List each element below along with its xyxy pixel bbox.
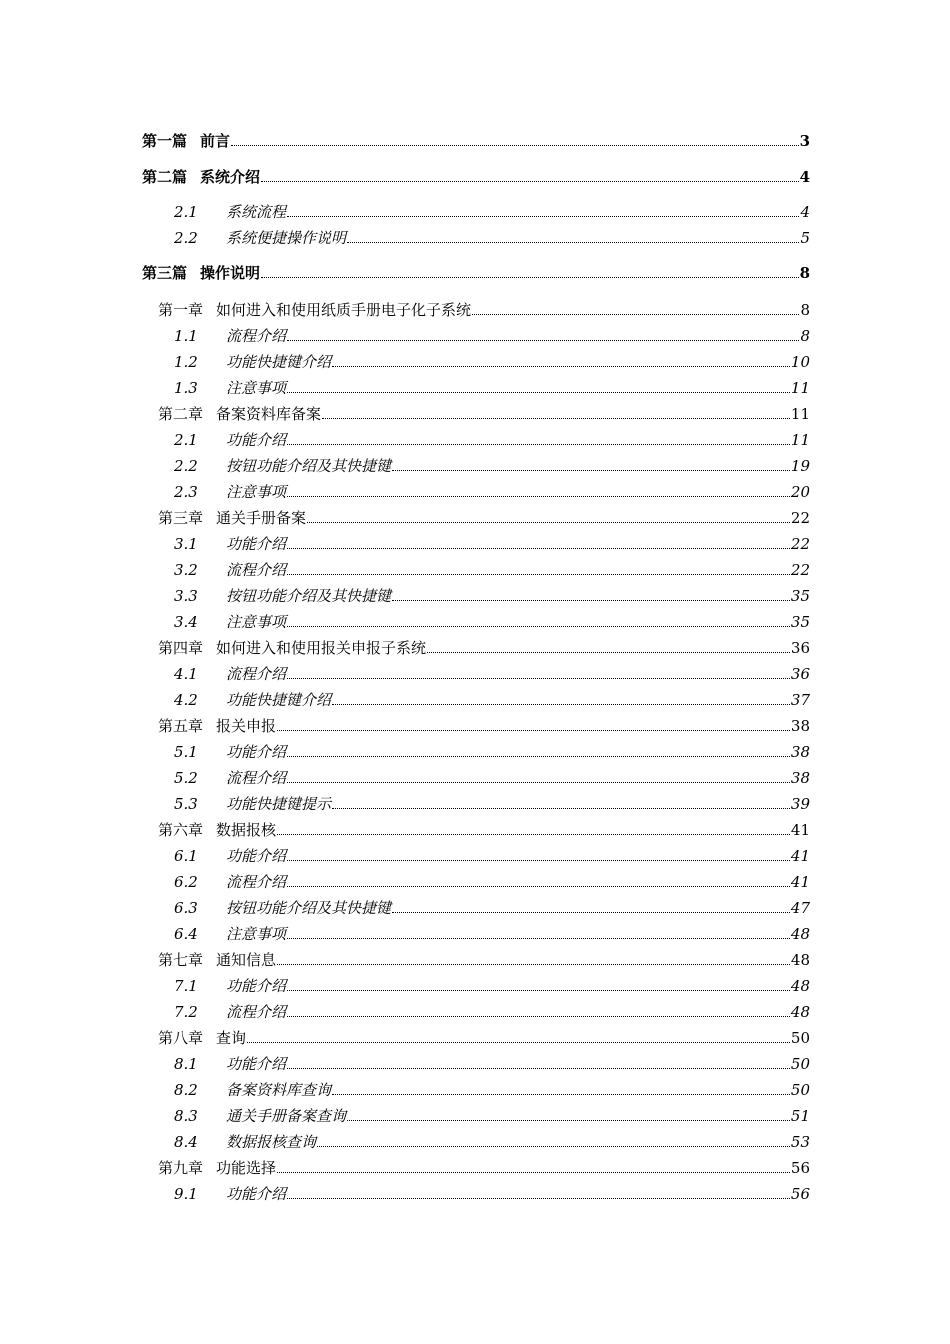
toc-entry-chapter[interactable] <box>158 297 810 319</box>
toc-entry-label <box>174 431 286 449</box>
toc-entry-section[interactable] <box>174 999 810 1021</box>
toc-entry-page-number: 4 <box>799 168 810 186</box>
toc-entry-number: 2.2 <box>174 457 198 475</box>
toc-entry-title: 备案资料库查询 <box>226 1081 332 1099</box>
toc-entry-page-number: 50 <box>790 1029 810 1047</box>
toc-dot-leader <box>287 547 790 549</box>
toc-dot-leader <box>392 469 790 471</box>
toc-entry-chapter[interactable] <box>158 1155 810 1177</box>
toc-entry-number: 5.1 <box>174 743 198 761</box>
toc-entry-title: 流程介绍 <box>226 769 287 787</box>
toc-entry-section[interactable] <box>174 1181 810 1203</box>
toc-entry-number: 6.4 <box>174 925 198 943</box>
toc-entry-title: 功能介绍 <box>226 1185 287 1203</box>
toc-entry-page-number: 36 <box>790 639 810 657</box>
toc-dot-leader <box>287 495 790 497</box>
toc-entry-chapter[interactable] <box>158 1025 810 1047</box>
toc-entry-number: 2.1 <box>174 431 198 449</box>
toc-dot-leader <box>277 833 790 835</box>
toc-entry-page-number: 48 <box>790 925 810 943</box>
toc-entry-number: 5.3 <box>174 795 198 813</box>
toc-dot-leader <box>287 1197 790 1199</box>
toc-entry-page-number: 22 <box>790 509 810 527</box>
toc-entry-label <box>174 1185 286 1203</box>
toc-entry-title: 功能介绍 <box>226 535 287 553</box>
toc-entry-title: 注意事项 <box>226 613 287 631</box>
toc-entry-page-number: 35 <box>790 613 810 631</box>
toc-entry-chapter[interactable] <box>158 635 810 657</box>
toc-dot-leader <box>317 1145 790 1147</box>
toc-entry-title: 功能介绍 <box>226 977 287 995</box>
toc-entry-label <box>158 1159 276 1177</box>
toc-entry-number: 3.1 <box>174 535 198 553</box>
toc-entry-title: 报关申报 <box>216 717 277 735</box>
toc-entry-label <box>142 132 230 150</box>
toc-entry-label <box>174 203 286 221</box>
toc-entry-title: 流程介绍 <box>226 561 287 579</box>
toc-entry-page-number: 38 <box>790 743 810 761</box>
toc-entry-number: 6.2 <box>174 873 198 891</box>
toc-entry-page-number: 36 <box>790 665 810 683</box>
toc-entry-chapter[interactable] <box>158 817 810 839</box>
toc-entry-section[interactable] <box>174 1103 810 1125</box>
toc-entry-label <box>174 743 286 761</box>
toc-entry-label <box>158 639 426 657</box>
toc-entry-title: 功能快捷键介绍 <box>226 691 332 709</box>
toc-entry-page-number: 50 <box>790 1081 810 1099</box>
toc-entry-label <box>158 509 306 527</box>
toc-entry-title: 注意事项 <box>226 483 287 501</box>
toc-dot-leader <box>287 755 790 757</box>
toc-entry-label <box>174 457 391 475</box>
toc-dot-leader <box>287 677 790 679</box>
toc-entry-chapter[interactable] <box>158 713 810 735</box>
toc-entry-section[interactable] <box>174 791 810 813</box>
toc-entry-page-number: 41 <box>790 821 810 839</box>
toc-dot-leader <box>231 144 799 146</box>
toc-entry-chapter[interactable] <box>158 401 810 423</box>
toc-entry-title: 通关手册备案查询 <box>226 1107 347 1125</box>
toc-entry-number: 第九章 <box>158 1159 204 1177</box>
toc-entry-page-number: 50 <box>790 1055 810 1073</box>
toc-entry-page-number: 11 <box>790 379 810 397</box>
toc-entry-number: 第六章 <box>158 821 204 839</box>
toc-entry-title: 功能快捷键介绍 <box>226 353 332 371</box>
toc-dot-leader <box>347 1119 790 1121</box>
toc-entry-title: 功能快捷键提示 <box>226 795 332 813</box>
toc-entry-number: 第四章 <box>158 639 204 657</box>
toc-entry-title: 系统流程 <box>226 203 287 221</box>
toc-entry-page-number: 41 <box>790 847 810 865</box>
toc-dot-leader <box>277 1171 790 1173</box>
toc-entry-number: 第五章 <box>158 717 204 735</box>
toc-entry-page-number: 19 <box>790 457 810 475</box>
toc-entry-page-number: 35 <box>790 587 810 605</box>
toc-entry-page-number: 41 <box>790 873 810 891</box>
toc-entry-section[interactable] <box>174 765 810 787</box>
toc-entry-page-number: 11 <box>790 405 810 423</box>
toc-entry-number: 第二章 <box>158 405 204 423</box>
toc-entry-number: 2.3 <box>174 483 198 501</box>
toc-entry-label <box>174 1081 331 1099</box>
toc-entry-chapter[interactable] <box>158 505 810 527</box>
toc-entry-section[interactable] <box>174 479 810 501</box>
toc-dot-leader <box>287 859 790 861</box>
toc-entry-title: 注意事项 <box>226 379 287 397</box>
toc-dot-leader <box>277 963 790 965</box>
toc-entry-title: 操作说明 <box>200 264 261 282</box>
toc-entry-section[interactable] <box>174 453 810 475</box>
toc-entry-page-number: 38 <box>790 717 810 735</box>
toc-dot-leader <box>261 180 799 182</box>
toc-entry-label <box>174 977 286 995</box>
toc-entry-page-number: 3 <box>799 132 810 150</box>
toc-entry-number: 4.1 <box>174 665 198 683</box>
toc-entry-section[interactable] <box>174 609 810 631</box>
toc-entry-number: 1.2 <box>174 353 198 371</box>
toc-dot-leader <box>287 885 790 887</box>
toc-entry-label <box>174 1003 286 1021</box>
toc-entry-label <box>174 769 286 787</box>
toc-entry-page-number: 56 <box>790 1159 810 1177</box>
toc-entry-page-number: 4 <box>800 203 810 221</box>
toc-dot-leader <box>332 807 790 809</box>
toc-entry-title: 前言 <box>200 132 231 150</box>
toc-dot-leader <box>307 521 790 523</box>
toc-entry-part[interactable] <box>142 260 810 282</box>
toc-entry-label <box>174 1055 286 1073</box>
toc-entry-number: 第三章 <box>158 509 204 527</box>
toc-entry-title: 按钮功能介绍及其快捷键 <box>226 899 392 917</box>
toc-entry-title: 流程介绍 <box>226 873 287 891</box>
toc-entry-page-number: 48 <box>790 1003 810 1021</box>
toc-dot-leader <box>261 276 799 278</box>
toc-entry-chapter[interactable] <box>158 947 810 969</box>
toc-dot-leader <box>287 573 790 575</box>
toc-entry-section[interactable] <box>174 1129 810 1151</box>
toc-dot-leader <box>277 729 790 731</box>
toc-entry-page-number: 38 <box>790 769 810 787</box>
toc-entry-label <box>174 483 286 501</box>
toc-entry-title: 功能介绍 <box>226 743 287 761</box>
toc-entry-number: 8.3 <box>174 1107 198 1125</box>
toc-entry-title: 流程介绍 <box>226 665 287 683</box>
toc-entry-section[interactable] <box>174 323 810 345</box>
toc-entry-label <box>174 327 286 345</box>
toc-entry-label <box>142 264 260 282</box>
toc-entry-title: 注意事项 <box>226 925 287 943</box>
toc-entry-section[interactable] <box>174 973 810 995</box>
toc-dot-leader <box>287 1015 790 1017</box>
toc-entry-page-number: 11 <box>790 431 810 449</box>
toc-entry-page-number: 53 <box>790 1133 810 1151</box>
toc-entry-label <box>158 301 471 319</box>
toc-entry-part[interactable] <box>142 128 810 150</box>
toc-entry-title: 按钮功能介绍及其快捷键 <box>226 457 392 475</box>
toc-entry-title: 系统介绍 <box>200 168 261 186</box>
toc-entry-label <box>174 229 346 247</box>
toc-dot-leader <box>332 1093 790 1095</box>
toc-entry-title: 流程介绍 <box>226 1003 287 1021</box>
toc-entry-number: 8.1 <box>174 1055 198 1073</box>
toc-entry-title: 按钮功能介绍及其快捷键 <box>226 587 392 605</box>
toc-entry-label <box>174 613 286 631</box>
toc-entry-label <box>158 1029 246 1047</box>
toc-entry-title: 功能介绍 <box>226 1055 287 1073</box>
toc-entry-section[interactable] <box>174 661 810 683</box>
toc-entry-label <box>174 665 286 683</box>
toc-entry-page-number: 22 <box>790 561 810 579</box>
toc-entry-section[interactable] <box>174 739 810 761</box>
toc-entry-page-number: 47 <box>790 899 810 917</box>
toc-dot-leader <box>287 937 790 939</box>
toc-dot-leader <box>427 651 790 653</box>
toc-entry-number: 9.1 <box>174 1185 198 1203</box>
toc-dot-leader <box>247 1041 790 1043</box>
toc-dot-leader <box>287 443 790 445</box>
toc-entry-title: 功能介绍 <box>226 431 287 449</box>
toc-entry-number: 5.2 <box>174 769 198 787</box>
toc-dot-leader <box>347 241 799 243</box>
toc-entry-title: 数据报核 <box>216 821 277 839</box>
toc-entry-page-number: 51 <box>790 1107 810 1125</box>
toc-entry-label <box>142 168 260 186</box>
toc-entry-number: 7.1 <box>174 977 198 995</box>
toc-dot-leader <box>322 417 790 419</box>
toc-entry-page-number: 48 <box>790 977 810 995</box>
toc-entry-number: 1.1 <box>174 327 198 345</box>
toc-entry-section[interactable] <box>174 1077 810 1099</box>
toc-entry-label <box>174 561 286 579</box>
toc-entry-section[interactable] <box>174 1051 810 1073</box>
toc-entry-label <box>174 795 331 813</box>
toc-entry-label <box>174 353 331 371</box>
toc-entry-page-number: 8 <box>799 264 810 282</box>
toc-dot-leader <box>472 313 799 315</box>
toc-entry-section[interactable] <box>174 843 810 865</box>
toc-entry-number: 第三篇 <box>142 264 188 282</box>
toc-entry-label <box>158 717 276 735</box>
toc-entry-title: 如何进入和使用纸质手册电子化子系统 <box>216 301 472 319</box>
toc-entry-number: 1.3 <box>174 379 198 397</box>
toc-dot-leader <box>392 599 790 601</box>
toc-entry-label <box>174 587 391 605</box>
toc-entry-section[interactable] <box>174 557 810 579</box>
toc-dot-leader <box>287 989 790 991</box>
toc-entry-page-number: 8 <box>800 327 810 345</box>
toc-entry-title: 系统便捷操作说明 <box>226 229 347 247</box>
toc-dot-leader <box>287 625 790 627</box>
toc-entry-label <box>174 535 286 553</box>
toc-dot-leader <box>287 391 790 393</box>
toc-entry-section[interactable] <box>174 531 810 553</box>
toc-dot-leader <box>287 1067 790 1069</box>
toc-entry-number: 8.2 <box>174 1081 198 1099</box>
toc-entry-number: 4.2 <box>174 691 198 709</box>
toc-entry-label <box>174 1107 346 1125</box>
toc-entry-page-number: 37 <box>790 691 810 709</box>
toc-entry-label <box>174 899 391 917</box>
toc-entry-number: 3.4 <box>174 613 198 631</box>
toc-entry-title: 如何进入和使用报关申报子系统 <box>216 639 427 657</box>
toc-entry-part[interactable] <box>142 164 810 186</box>
toc-entry-number: 8.4 <box>174 1133 198 1151</box>
toc-dot-leader <box>332 703 790 705</box>
toc-entry-title: 功能介绍 <box>226 847 287 865</box>
toc-entry-section[interactable] <box>174 199 810 221</box>
toc-entry-page-number: 20 <box>790 483 810 501</box>
toc-entry-number: 第一章 <box>158 301 204 319</box>
toc-entry-section[interactable] <box>174 687 810 709</box>
toc-entry-label <box>174 847 286 865</box>
toc-entry-number: 第二篇 <box>142 168 188 186</box>
toc-entry-label <box>174 691 331 709</box>
toc-entry-label <box>174 925 286 943</box>
toc-entry-title: 通关手册备案 <box>216 509 307 527</box>
toc-entry-title: 数据报核查询 <box>226 1133 317 1151</box>
toc-entry-section[interactable] <box>174 895 810 917</box>
toc-entry-page-number: 48 <box>790 951 810 969</box>
toc-entry-section[interactable] <box>174 225 810 247</box>
toc-entry-title: 功能选择 <box>216 1159 277 1177</box>
toc-entry-number: 6.1 <box>174 847 198 865</box>
toc-entry-section[interactable] <box>174 427 810 449</box>
toc-entry-number: 2.1 <box>174 203 198 221</box>
toc-entry-label <box>174 1133 316 1151</box>
toc-entry-label <box>158 405 321 423</box>
toc-entry-title: 备案资料库备案 <box>216 405 322 423</box>
toc-entry-label <box>158 951 276 969</box>
toc-entry-number: 3.3 <box>174 587 198 605</box>
toc-entry-section[interactable] <box>174 869 810 891</box>
toc-entry-page-number: 8 <box>800 301 810 319</box>
toc-entry-label <box>174 379 286 397</box>
toc-entry-page-number: 56 <box>790 1185 810 1203</box>
toc-entry-section[interactable] <box>174 375 810 397</box>
toc-entry-label <box>174 873 286 891</box>
toc-entry-page-number: 22 <box>790 535 810 553</box>
toc-dot-leader <box>287 781 790 783</box>
toc-dot-leader <box>392 911 790 913</box>
toc-entry-page-number: 10 <box>790 353 810 371</box>
toc-dot-leader <box>287 215 799 217</box>
toc-entry-number: 6.3 <box>174 899 198 917</box>
toc-entry-title: 通知信息 <box>216 951 277 969</box>
toc-entry-number: 7.2 <box>174 1003 198 1021</box>
toc-entry-number: 3.2 <box>174 561 198 579</box>
toc-entry-number: 第八章 <box>158 1029 204 1047</box>
toc-entry-section[interactable] <box>174 921 810 943</box>
toc-entry-title: 查询 <box>216 1029 247 1047</box>
toc-entry-page-number: 5 <box>800 229 810 247</box>
toc-entry-number: 2.2 <box>174 229 198 247</box>
toc-entry-page-number: 39 <box>790 795 810 813</box>
toc-entry-label <box>158 821 276 839</box>
toc-dot-leader <box>332 365 790 367</box>
toc-entry-section[interactable] <box>174 349 810 371</box>
toc-entry-number: 第一篇 <box>142 132 188 150</box>
toc-dot-leader <box>287 339 799 341</box>
toc-entry-title: 流程介绍 <box>226 327 287 345</box>
toc-entry-section[interactable] <box>174 583 810 605</box>
toc-entry-number: 第七章 <box>158 951 204 969</box>
